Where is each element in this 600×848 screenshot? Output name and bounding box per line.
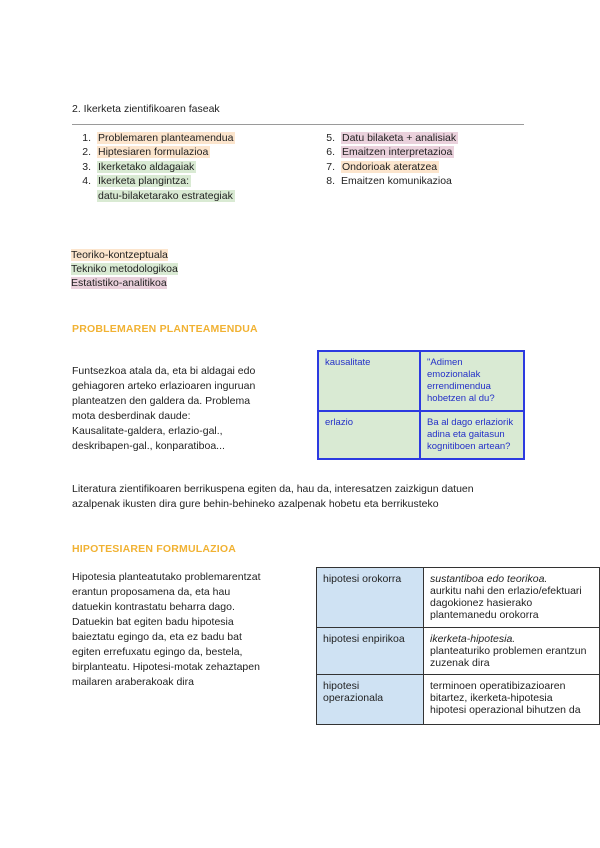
paragraph-line: Hipotesia planteatutako problemarentzat — [72, 571, 261, 583]
phase-text: Emaitzen interpretazioa — [342, 146, 453, 158]
paragraph-line: mota desberdinak daude: — [72, 410, 191, 422]
table-cell-label: hipotesi orokorra — [317, 568, 424, 628]
section-heading-problem: PROBLEMAREN PLANTEAMENDUA — [72, 323, 258, 335]
paragraph-line: mailaren araberakoak dira — [72, 676, 194, 688]
table-row — [318, 351, 524, 411]
phase-text: Emaitzen komunikazioa — [341, 175, 452, 187]
problem-paragraph — [72, 364, 255, 454]
paragraph-line: erantun proposamena da, eta hau — [72, 586, 231, 598]
paragraph-line: birplanteatu. Hipotesi-motak zehaztapen — [72, 661, 260, 673]
cell-line: plantemanedu orokorra — [430, 609, 539, 621]
paragraph-line: baieztatu egingo da, eta ez badu bat — [72, 631, 242, 643]
table-cell-description — [424, 675, 600, 725]
phase-number: 8. — [326, 175, 335, 187]
legend-statistical: Estatistiko-analitikoa — [71, 277, 167, 289]
table-cell-label: erlazio — [318, 411, 420, 459]
phase-number: 2. — [82, 146, 91, 158]
phase-number: 3. — [82, 161, 91, 173]
literature-paragraph — [72, 482, 474, 512]
table-cell-example — [420, 411, 524, 459]
cell-line: terminoen operatibizazioaren — [430, 680, 566, 692]
phase-text: Hiptesiaren formulazioa — [98, 146, 209, 158]
section-heading-hypothesis: HIPOTESIAREN FORMULAZIOA — [72, 543, 237, 555]
phase-text: Problemaren planteamendua — [98, 132, 234, 144]
cell-line: emozionalak — [427, 369, 481, 380]
phase-number: 5. — [326, 132, 335, 144]
legend-theoretical: Teoriko-kontzeptuala — [71, 249, 168, 261]
phase-text: Ikerketa plangintza: — [98, 175, 190, 187]
table-cell-description — [424, 568, 600, 628]
cell-italic-line: sustantiboa edo teorikoa. — [430, 573, 548, 585]
page-title: 2. Ikerketa zientifikoaren faseak — [72, 103, 220, 115]
cell-line: Ba al dago erlaziorik — [427, 417, 514, 428]
legend-technical: Tekniko metodologikoa — [71, 263, 178, 275]
cell-line: dagokionez hasierako — [430, 597, 533, 609]
table-cell-example — [420, 351, 524, 411]
table-cell-description — [424, 628, 600, 675]
paragraph-line: Datuekin bat egiten badu hipotesia — [72, 616, 234, 628]
phase-item-3 — [72, 160, 196, 174]
cell-line: hobetzen al du? — [427, 393, 495, 404]
paragraph-line: deskribapen-gal., konparatiboa... — [72, 440, 225, 452]
paragraph-line: datuekin kontrastatu beharra dago. — [72, 601, 235, 613]
table-row — [318, 411, 524, 459]
cell-line: planteaturiko problemen erantzun — [430, 645, 587, 657]
phase-number: 1. — [82, 132, 91, 144]
paragraph-line: gehiagoren arteko erlazioaren inguruan — [72, 380, 256, 392]
hypothesis-types-table — [316, 567, 600, 725]
table-row — [317, 628, 600, 675]
paragraph-line: Literatura zientifikoaren berrikuspena egiten da, hau da, interesatzen zaizkigun datuen — [72, 483, 474, 495]
paragraph-line: Kausalitate-galdera, erlazio-gal., — [72, 425, 223, 437]
phase-number: 6. — [326, 146, 335, 158]
title-divider — [72, 124, 524, 125]
table-cell-label: kausalitate — [318, 351, 420, 411]
phase-item-7 — [316, 160, 439, 174]
table-cell-label: hipotesi enpirikoa — [317, 628, 424, 675]
phase-text: Datu bilaketa + analisiak — [342, 132, 457, 144]
phase-number: 4. — [82, 175, 91, 187]
cell-line: errendimendua — [427, 381, 491, 392]
cell-line: zuzenak dira — [430, 657, 490, 669]
cell-italic-line: ikerketa-hipotesia. — [430, 633, 516, 645]
cell-line: "Adimen — [427, 357, 463, 368]
table-cell-label: hipotesi operazionala — [317, 675, 424, 725]
phase-item-6 — [316, 145, 454, 159]
paragraph-line: egiten errefuxatu egingo da, bestela, — [72, 646, 243, 658]
phase-item-1 — [72, 131, 235, 145]
paragraph-line: Funtsezkoa atala da, eta bi aldagai edo — [72, 365, 256, 377]
paragraph-line: planteatzen den galdera da. Problema — [72, 395, 251, 407]
phase-item-2 — [72, 145, 210, 159]
phase-item-4-continued — [72, 189, 235, 203]
phase-number: 7. — [326, 161, 335, 173]
phase-item-8 — [316, 174, 452, 188]
cell-line: hipotesi operazional bihutzen da — [430, 704, 581, 716]
phase-text: Ondorioak ateratzea — [342, 161, 438, 173]
table-row — [317, 568, 600, 628]
cell-line: bitartez, ikerketa-hipotesia — [430, 692, 553, 704]
phase-text: datu-bilaketarako estrategiak — [98, 190, 233, 202]
cell-line: adina eta gaitasun — [427, 429, 505, 440]
phase-item-4 — [72, 174, 191, 188]
cell-line: aurkitu nahi den erlazio/efektuari — [430, 585, 582, 597]
cell-line: kognitiboen artean? — [427, 441, 511, 452]
phase-text: Ikerketako aldagaiak — [98, 161, 195, 173]
problem-types-table — [317, 350, 525, 460]
hypothesis-paragraph — [72, 570, 261, 690]
phase-item-5 — [316, 131, 458, 145]
table-row — [317, 675, 600, 725]
legend — [71, 248, 178, 290]
paragraph-line: azalpenak ikusten dira gure behin-behineko azalpenak hobetu eta berrikusteko — [72, 498, 439, 510]
